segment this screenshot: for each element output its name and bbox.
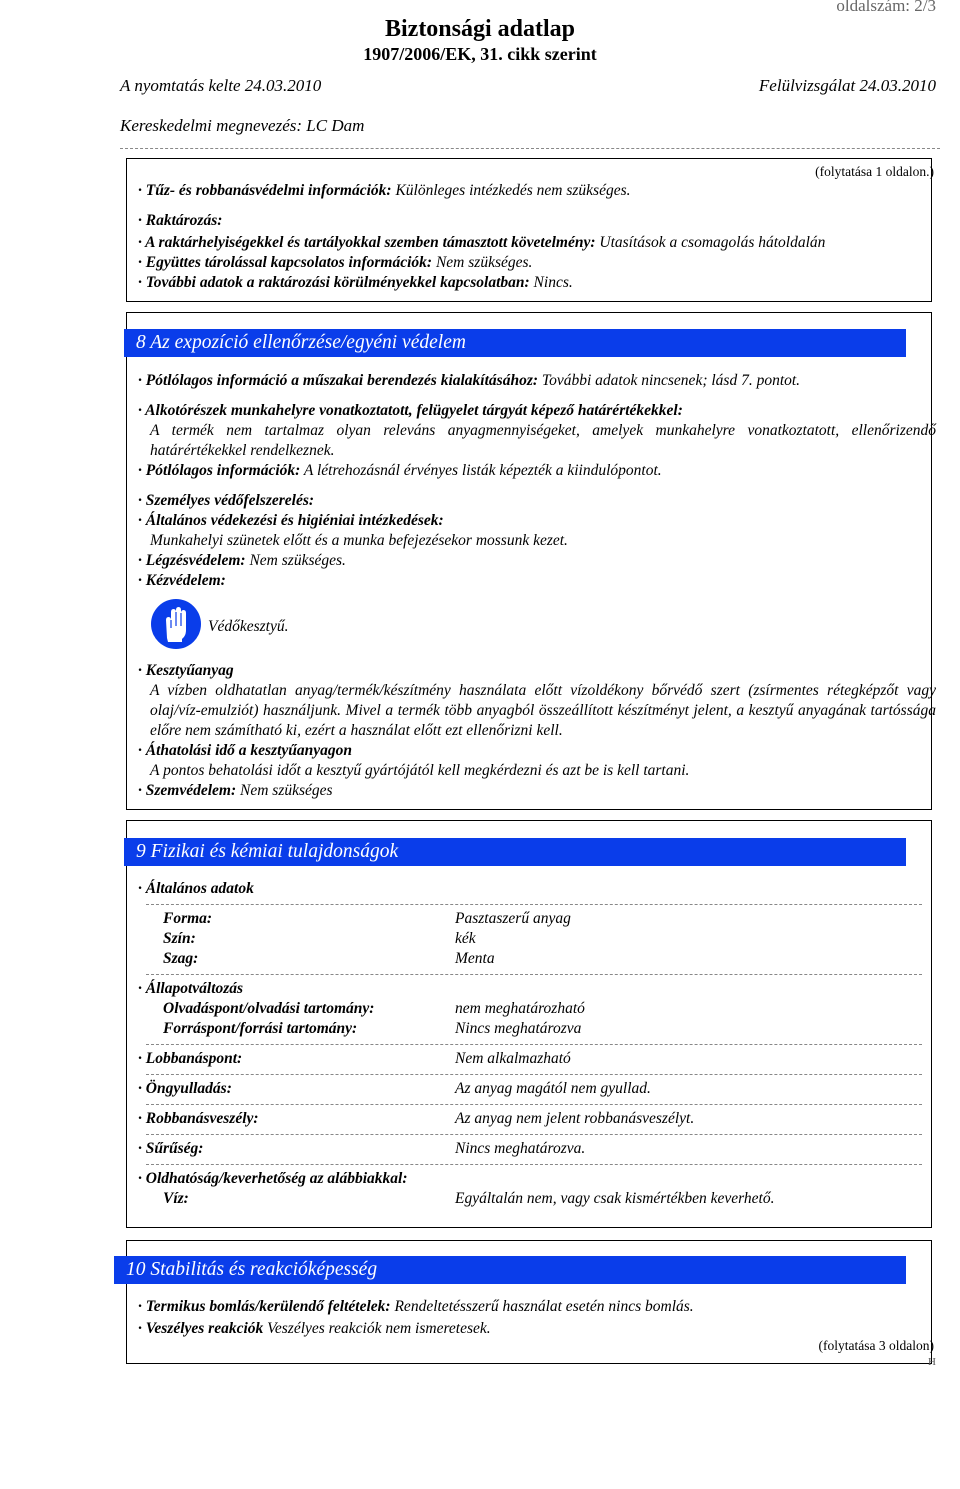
form-label: Forma:	[163, 910, 213, 927]
form-value: Pasztaszerű anyag	[455, 910, 571, 927]
ppe-heading: · Személyes védőfelszerelés:	[138, 492, 315, 509]
ignition-divider	[146, 1074, 922, 1075]
density-value: Nincs meghatározva.	[455, 1140, 586, 1157]
melting-label: Olvadáspont/olvadási tartomány:	[163, 1000, 375, 1017]
solubility-divider	[146, 1164, 922, 1165]
components-heading: · Alkotórészek munkahelyre vonatkoztatott, felügyelet tárgyát képező határértékekkel:	[138, 402, 683, 419]
state-divider	[146, 974, 922, 975]
storage-further: · További adatok a raktározási körülményekkel kapcsolatban: Nincs.	[138, 274, 573, 291]
ignition-value: Az anyag magától nem gyullad.	[455, 1080, 651, 1097]
continued-to: (folytatása 3 oldalon)	[818, 1338, 934, 1353]
joint-storage: · Együttes tárolással kapcsolatos információk: Nem szükséges.	[138, 254, 533, 271]
revision-date: Felülvizsgálat 24.03.2010	[758, 76, 936, 95]
hygiene-heading: · Általános védekezési és higiéniai intézkedések:	[138, 512, 444, 529]
explosion-label: · Robbanásveszély:	[138, 1110, 259, 1127]
section8-heading: 8 Az expozíció ellenőrzése/egyéni védelem	[124, 329, 906, 357]
density-divider	[146, 1134, 922, 1135]
trade-name: Kereskedelmi megnevezés: LC Dam	[120, 116, 365, 135]
print-date: A nyomtatás kelte 24.03.2010	[120, 76, 322, 95]
explosion-value: Az anyag nem jelent robbanásveszélyt.	[455, 1110, 695, 1127]
color-value: kék	[455, 930, 476, 947]
thermal-decomposition: · Termikus bomlás/kerülendő feltételek: Rendeltetésszerű használat esetén nincs bomlás.	[138, 1298, 694, 1315]
doc-title: Biztonsági adatlap	[384, 16, 576, 42]
hazardous-reactions: · Veszélyes reakciók Veszélyes reakciók nem ismeretesek.	[138, 1320, 491, 1337]
flash-value: Nem alkalmazható	[455, 1050, 571, 1067]
glove-caption: Védőkesztyű.	[208, 618, 289, 635]
penetration-heading: · Áthatolási idő a kesztyűanyagon	[138, 742, 353, 759]
page-number: oldalszám: 2/3	[836, 0, 936, 15]
explosion-divider	[146, 1104, 922, 1105]
footer-mark: H	[928, 1356, 936, 1368]
glove-material-text: A vízben oldhatatlan anyag/termék/készítmény használata előtt vízoldékony bőrvédő szert (zsírmentes rétegképzőt vagy olaj/víz-emulziót) használjunk. Mivel a termék több anyagból összeállított készítményt jelent, a kesztyű anyagának tartóssága előre nem számítható ki, ezért a használat előtt ezt ellenőrizni kell.	[150, 682, 936, 739]
melting-value: nem meghatározható	[455, 1000, 585, 1017]
ignition-label: · Öngyulladás:	[138, 1080, 232, 1097]
eye-protection: · Szemvédelem: Nem szükséges	[138, 782, 333, 799]
general-divider	[146, 904, 922, 905]
odor-value: Menta	[455, 950, 495, 967]
storage-requirement: · A raktárhelyiségekkel és tartályokkal szemben támasztott követelmény: Utasítások a csomagolás hátoldalán	[138, 234, 826, 251]
solubility-heading: · Oldhatóság/keverhetőség az alábbiakkal:	[138, 1170, 408, 1187]
hand-protection-heading: · Kézvédelem:	[138, 572, 226, 589]
general-data-heading: · Általános adatok	[138, 880, 254, 897]
boiling-value: Nincs meghatározva	[455, 1020, 582, 1037]
glove-material-heading: · Kesztyűanyag	[138, 662, 234, 679]
additional-info: · Pótlólagos információk: A létrehozásnál érvényes listák képezték a kiindulópontot.	[138, 462, 662, 479]
continued-from: (folytatása 1 oldalon.)	[815, 164, 934, 179]
components-text: A termék nem tartalmaz olyan releváns anyagmennyiségeket, amelyek munkahelyre vonatkoztatott, ellenőrizendő határértékekkel rendelkeznek.	[150, 422, 936, 459]
hygiene-text: Munkahelyi szünetek előtt és a munka befejezésekor mossunk kezet.	[150, 532, 568, 549]
state-change-heading: · Állapotváltozás	[138, 980, 244, 997]
header-divider	[120, 148, 940, 149]
section10-heading: 10 Stabilitás és reakcióképesség	[114, 1256, 906, 1284]
water-label: Víz:	[163, 1190, 189, 1207]
glove-icon	[150, 598, 202, 650]
density-label: · Sűrűség:	[138, 1140, 204, 1157]
storage-heading: · Raktározás:	[138, 212, 223, 229]
fire-info: · Tűz- és robbanásvédelmi információk: Különleges intézkedés nem szükséges.	[138, 182, 631, 199]
water-value: Egyáltalán nem, vagy csak kismértékben keverhető.	[455, 1190, 775, 1207]
boiling-label: Forráspont/forrási tartomány:	[163, 1020, 358, 1037]
color-label: Szín:	[163, 930, 196, 947]
tech-info: · Pótlólagos információ a műszakai berendezés kialakításához: További adatok nincsenek; lásd 7. pontot.	[138, 372, 801, 389]
flash-divider	[146, 1044, 922, 1045]
doc-subtitle: 1907/2006/EK, 31. cikk szerint	[363, 44, 597, 64]
section9-heading: 9 Fizikai és kémiai tulajdonságok	[124, 838, 906, 866]
odor-label: Szag:	[163, 950, 199, 967]
penetration-text: A pontos behatolási időt a kesztyű gyártójától kell megkérdezni és azt be is kell tartani.	[150, 762, 690, 779]
respiratory-protection: · Légzésvédelem: Nem szükséges.	[138, 552, 346, 569]
flash-label: · Lobbanáspont:	[138, 1050, 243, 1067]
